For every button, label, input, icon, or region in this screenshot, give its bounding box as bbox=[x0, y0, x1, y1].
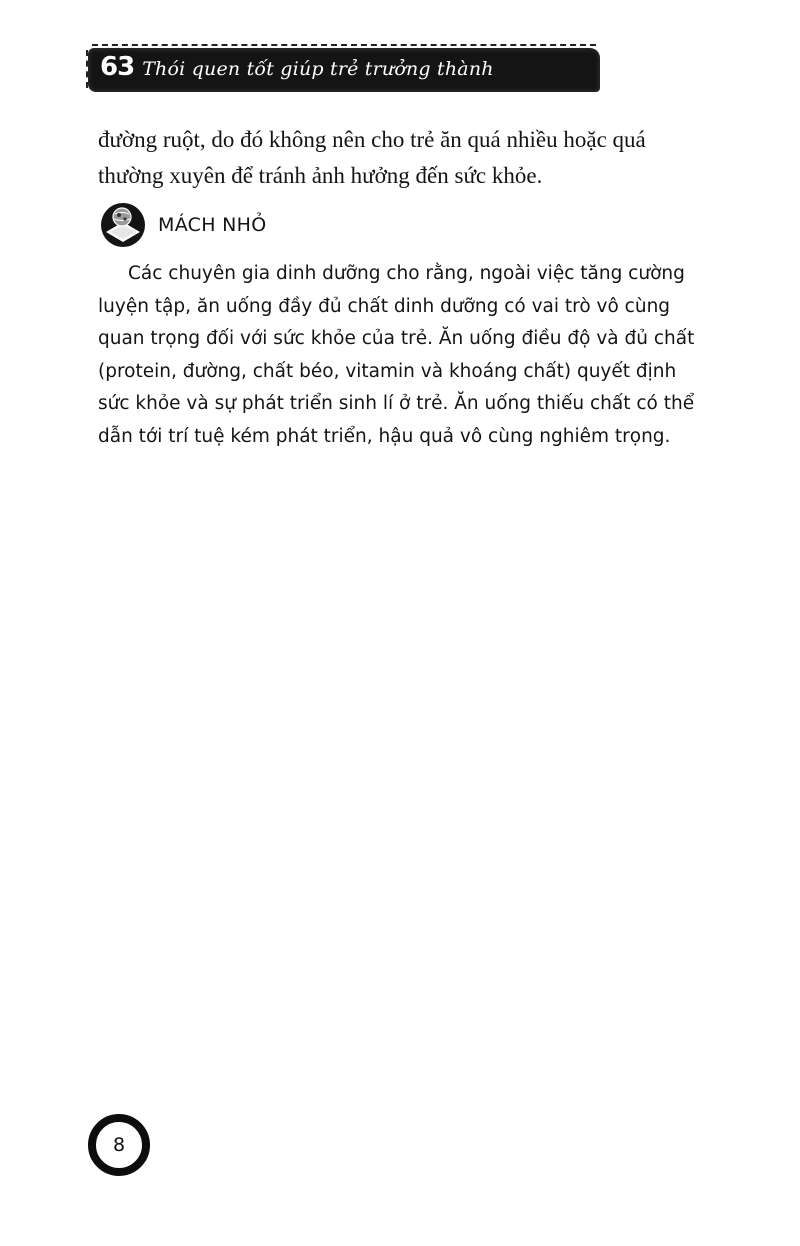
book-title-text: Thói quen tốt giúp trẻ trưởng thành bbox=[142, 58, 494, 80]
paragraph-line: luyện tập, ăn uống đầy đủ chất dinh dưỡng có vai trò vô cùng bbox=[98, 295, 671, 317]
paragraph-line: dẫn tới trí tuệ kém phát triển, hậu quả vô cùng nghiêm trọng. bbox=[98, 425, 671, 447]
paragraph-line: thường xuyên để tránh ảnh hưởng đến sức khỏe. bbox=[98, 163, 543, 188]
paragraph-line: Các chuyên gia dinh dưỡng cho rằng, ngoài việc tăng cường bbox=[128, 263, 685, 284]
continuation-paragraph bbox=[98, 122, 728, 194]
globe-book-icon bbox=[100, 202, 146, 248]
page-number-badge bbox=[88, 1114, 150, 1176]
book-title bbox=[100, 52, 494, 88]
book-title-number: 63 bbox=[100, 52, 135, 82]
tip-paragraph bbox=[98, 258, 738, 453]
tip-heading bbox=[100, 202, 267, 248]
header-dashed-border-top bbox=[92, 44, 596, 46]
page-number: 8 bbox=[112, 1134, 126, 1156]
paragraph-line: sức khỏe và sự phát triển sinh lí ở trẻ. Ăn uống thiếu chất có thể bbox=[98, 393, 695, 414]
tip-heading-label: MÁCH NHỎ bbox=[158, 214, 267, 236]
paragraph-line: quan trọng đối với sức khỏe của trẻ. Ăn uống điều độ và đủ chất bbox=[98, 328, 695, 349]
paragraph-line: đường ruột, do đó không nên cho trẻ ăn quá nhiều hoặc quá bbox=[98, 127, 646, 152]
paragraph-line: (protein, đường, chất béo, vitamin và khoáng chất) quyết định bbox=[98, 360, 677, 382]
